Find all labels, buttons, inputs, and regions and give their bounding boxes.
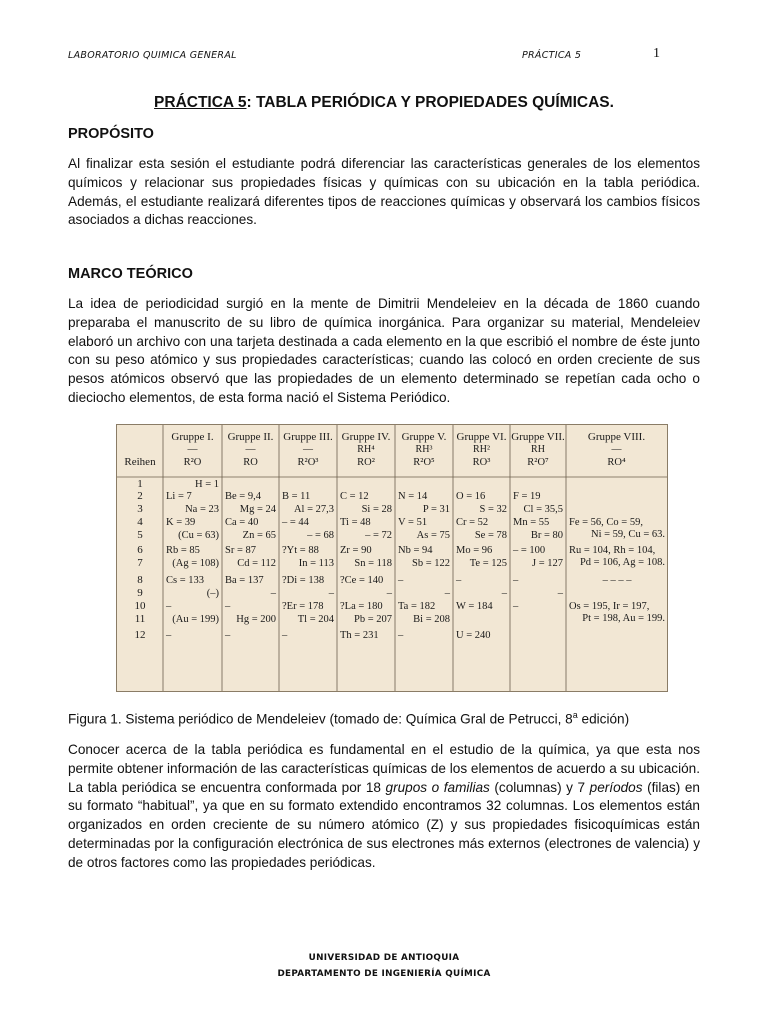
group-oxide-formula: RO² [357, 457, 375, 468]
element-cell: ?Er = 178 [282, 601, 324, 612]
element-cell: Sn = 118 [354, 558, 392, 569]
element-cell: – = 44 [282, 517, 309, 528]
group-header: Gruppe I. [171, 431, 214, 443]
group8-cell: Pt = 198, Au = 199. [582, 613, 665, 624]
mendeleev-table-figure [116, 424, 668, 692]
document-title [0, 94, 768, 112]
row-number: 10 [134, 600, 146, 612]
element-cell: – [513, 575, 519, 586]
row-number: 9 [137, 587, 143, 599]
element-cell: Ta = 182 [398, 601, 436, 612]
row-number: 6 [137, 544, 143, 556]
element-cell: H = 1 [194, 479, 219, 490]
group-header: Gruppe VI. [456, 431, 507, 443]
element-cell: ?Di = 138 [282, 575, 325, 586]
element-cell: Se = 78 [474, 530, 507, 541]
row-number: 5 [137, 529, 143, 541]
element-cell: ?Yt = 88 [282, 545, 319, 556]
element-cell: – [456, 575, 462, 586]
element-cell: – [501, 588, 507, 599]
element-cell: – [166, 601, 172, 612]
element-cell: As = 75 [416, 530, 450, 541]
element-cell: V = 51 [398, 517, 428, 528]
paragraph-text: Conocer acerca de la tabla periódica es fundamental en el estudio de la química, ya que esta nos permite obtener información de las características químicas de los elementos de acuerdo a su ubicación. La tabla periódica se encuentra conformada por 18 [68, 742, 700, 795]
element-cell: ?Ce = 140 [340, 575, 384, 586]
element-cell: Zn = 65 [242, 530, 276, 541]
element-cell: (Au = 199) [172, 614, 219, 625]
row-number: 4 [137, 516, 143, 528]
group-oxide-formula: RO⁴ [607, 457, 626, 468]
group8-cell: Os = 195, Ir = 197, [569, 601, 650, 612]
element-cell: – = 100 [513, 545, 546, 556]
element-cell: P = 31 [422, 504, 450, 515]
group-hydride-formula: RH² [473, 444, 490, 455]
element-cell: ?La = 180 [340, 601, 383, 612]
caption-superscript: a [572, 710, 578, 720]
row-number: 7 [137, 557, 143, 569]
title-practice-number: PRÁCTICA 5 [154, 94, 247, 111]
element-cell: K = 39 [166, 517, 196, 528]
element-cell: B = 11 [282, 491, 311, 502]
element-cell: – [513, 601, 519, 612]
element-cell: In = 113 [298, 558, 334, 569]
caption-text: Figura 1. Sistema periódico de Mendeleiev (tomado de: Química Gral de Petrucci, 8 [68, 711, 573, 727]
element-cell: Ti = 48 [340, 517, 371, 528]
group-oxide-formula: R²O⁷ [527, 457, 549, 468]
running-header-left: LABORATORIO QUIMICA GENERAL [68, 50, 237, 61]
element-cell: – [557, 588, 563, 599]
page-number: 1 [653, 46, 660, 61]
element-cell: Cd = 112 [237, 558, 276, 569]
element-cell: – [328, 588, 334, 599]
element-cell: – [282, 630, 288, 641]
element-cell: – [444, 588, 450, 599]
element-cell: Sr = 87 [225, 545, 257, 556]
element-cell: N = 14 [398, 491, 428, 502]
element-cell: Mg = 24 [239, 504, 276, 515]
element-cell: F = 19 [513, 491, 541, 502]
row-number: 8 [137, 574, 143, 586]
element-cell: W = 184 [456, 601, 493, 612]
group-hydride-formula: RH³ [415, 444, 433, 455]
element-cell: Li = 7 [166, 491, 192, 502]
heading-proposito: PROPÓSITO [68, 126, 154, 142]
element-cell: Be = 9,4 [225, 491, 261, 502]
element-cell: – = 68 [307, 530, 334, 541]
group-header: Gruppe II. [227, 431, 274, 443]
element-cell: Mn = 55 [513, 517, 550, 528]
group-oxide-formula: RO [243, 457, 258, 468]
group-header-dash: — [303, 444, 313, 455]
group-hydride-formula: RH [531, 444, 545, 455]
element-cell: – [270, 588, 276, 599]
paragraph-marco-teorico: La idea de periodicidad surgió en la mente de Dimitrii Mendeleiev en la década de 1860 cuando preparaba el manuscrito de su libro de química inorgánica. Para organizar su material, Mendeleiev elaboró un archivo con una tarjeta destinada a cada elemento en la que escribió el nombre de éste junto con su peso atómico y sus propiedades características; cuando las colocó en orden creciente de sus pesos atómicos observó que las propiedades de un elemento determinado se repetían cada ocho o dieciocho elementos, de esta forma nació el Sistema Periódico. [68, 296, 700, 405]
element-cell: – [398, 630, 404, 641]
element-cell: Cs = 133 [166, 575, 205, 586]
element-cell: Br = 80 [530, 530, 563, 541]
element-cell: – [398, 575, 404, 586]
paragraph-tabla-periodica [68, 741, 700, 873]
element-cell: Al = 27,3 [293, 504, 334, 515]
element-cell: (–) [206, 588, 219, 599]
row-number: 1 [137, 478, 143, 490]
group-oxide-formula: R²O³ [297, 457, 319, 468]
element-cell: – [225, 601, 231, 612]
group8-cell: Ni = 59, Cu = 63. [591, 529, 665, 540]
term-grupos: grupos o familias [385, 779, 490, 795]
row-number: 3 [137, 503, 143, 515]
caption-tail: edición) [577, 711, 630, 727]
element-cell: Cr = 52 [456, 517, 489, 528]
figure-caption [68, 710, 629, 727]
element-cell: – [386, 588, 392, 599]
element-cell: Th = 231 [340, 630, 379, 641]
element-cell: Bi = 208 [413, 614, 450, 625]
reihen-label: Reihen [124, 456, 156, 468]
element-cell: Zr = 90 [340, 545, 372, 556]
element-cell: Ca = 40 [225, 517, 259, 528]
group8-cell: Pd = 106, Ag = 108. [579, 557, 665, 568]
element-cell: Tl = 204 [297, 614, 334, 625]
element-cell: (Ag = 108) [172, 558, 219, 569]
element-cell: Cl = 35,5 [523, 504, 563, 515]
term-periodos: períodos [589, 779, 643, 795]
element-cell: Ba = 137 [225, 575, 264, 586]
group8-cell: Ru = 104, Rh = 104, [569, 545, 656, 556]
element-cell: – [225, 630, 231, 641]
row-number: 2 [137, 490, 143, 502]
paragraph-proposito: Al finalizar esta sesión el estudiante podrá diferenciar las características generales de los elementos químicos y relacionar sus propiedades físicas y químicas con su ubicación en la tabla periódica. Además, el estudiante realizará diferentes tipos de reacciones químicas y observará los cambios físicos asociados a dichas reacciones. [68, 156, 700, 228]
group-header: Gruppe VIII. [587, 431, 646, 443]
group-oxide-formula: RO³ [472, 457, 491, 468]
title-text: : TABLA PERIÓDICA Y PROPIEDADES QUÍMICAS. [246, 94, 614, 111]
element-cell: Nb = 94 [398, 545, 433, 556]
element-cell: Mo = 96 [456, 545, 493, 556]
group-oxide-formula: R²O [183, 457, 202, 468]
element-cell: (Cu = 63) [178, 530, 219, 541]
footer-department: DEPARTAMENTO DE INGENIERÍA QUÍMICA [277, 969, 491, 979]
element-cell: – [166, 630, 172, 641]
heading-marco-teorico: MARCO TEÓRICO [68, 266, 193, 282]
footer-university: UNIVERSIDAD DE ANTIOQUIA [308, 953, 460, 963]
row-number: 12 [134, 629, 146, 641]
group-header-dash: — [187, 444, 198, 455]
element-cell: Rb = 85 [166, 545, 200, 556]
element-cell: Si = 28 [361, 504, 392, 515]
row-number: 11 [134, 613, 146, 625]
group-oxide-formula: R²O⁵ [413, 457, 435, 468]
paragraph-text: (filas) en su formato “habitual”, ya que en su formato extendido encontramos 32 columnas. Los elementos están organizados en orden creciente de su número atómico (Z) y sus propiedades fisicoquímicas están determinadas por la configuración electrónica de sus electrones más externos (electrones de valencia) y de otros factores como las propiedades periódicas. [68, 779, 700, 870]
group-header: Gruppe VII. [511, 431, 565, 443]
group-header: Gruppe IV. [341, 431, 391, 443]
element-cell: C = 12 [340, 491, 369, 502]
group-hydride-formula: RH⁴ [357, 444, 375, 455]
group8-cell: – – – – [602, 575, 632, 586]
element-cell: Na = 23 [185, 504, 219, 515]
group8-cell: Fe = 56, Co = 59, [569, 517, 643, 528]
group-header: Gruppe III. [283, 431, 333, 443]
mendeleev-table [117, 425, 667, 691]
element-cell: – = 72 [365, 530, 392, 541]
group-header-dash: — [245, 444, 256, 455]
running-header-practice: PRÁCTICA 5 [522, 50, 582, 61]
paragraph-text: (columnas) y 7 [489, 779, 590, 795]
group-header: Gruppe V. [401, 431, 447, 443]
element-cell: S = 32 [479, 504, 507, 515]
group-header-dash: — [611, 444, 622, 455]
element-cell: Hg = 200 [236, 614, 276, 625]
element-cell: J = 127 [531, 558, 563, 569]
element-cell: Pb = 207 [353, 614, 392, 625]
element-cell: U = 240 [456, 630, 491, 641]
element-cell: Sb = 122 [411, 558, 450, 569]
element-cell: Te = 125 [469, 558, 507, 569]
element-cell: O = 16 [456, 491, 486, 502]
